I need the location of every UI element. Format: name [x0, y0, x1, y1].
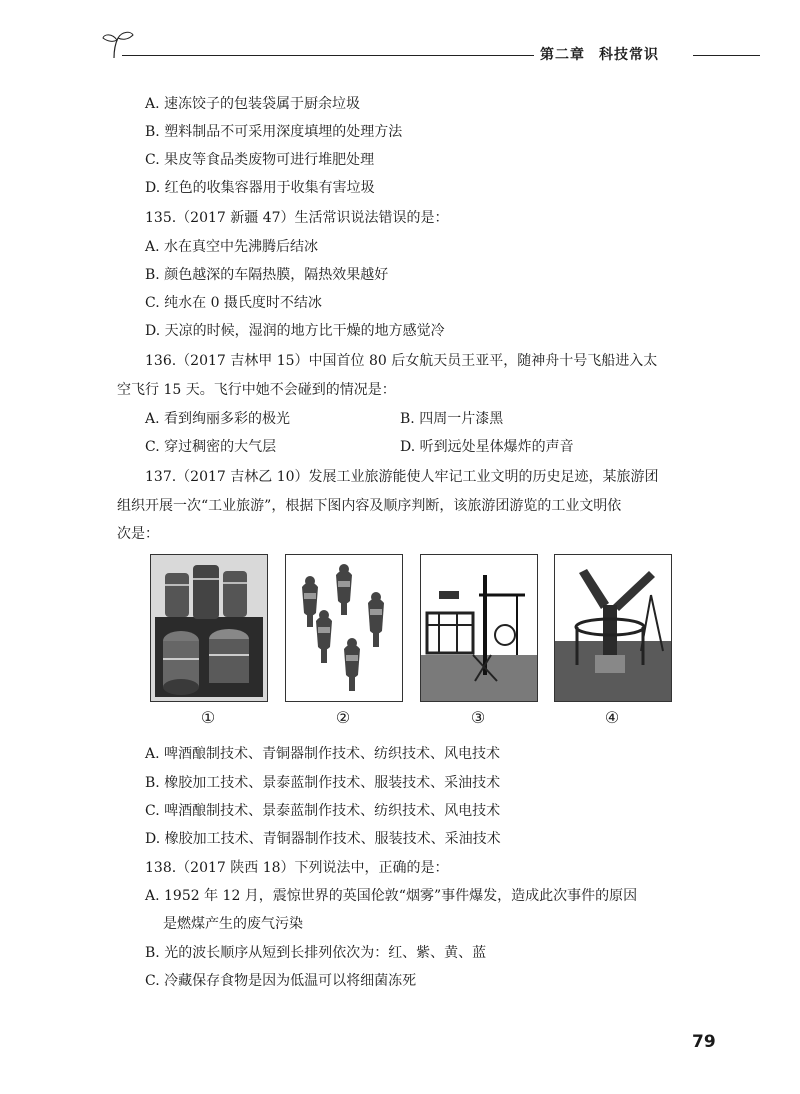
q134-option-a: A. 速冻饺子的包装袋属于厨余垃圾	[145, 96, 361, 112]
figure-4-label: ④	[604, 708, 620, 727]
q137-option-b: B. 橡胶加工技术、景泰蓝制作技术、服装技术、采油技术	[145, 775, 501, 791]
figure-2-label: ②	[335, 708, 351, 727]
q138-option-a-continued: 是燃煤产生的废气污染	[163, 916, 303, 932]
q135-option-d: D. 天凉的时候，湿润的地方比干燥的地方感觉冷	[145, 323, 445, 339]
q136-stem-line-1: 136.（2017 吉林甲 15）中国首位 80 后女航天员王亚平，随神舟十号飞船进入太	[145, 353, 658, 369]
q136-stem-line-2: 空飞行 15 天。飞行中她不会碰到的情况是：	[117, 382, 396, 398]
q136-option-a: A. 看到绚丽多彩的极光	[145, 411, 291, 427]
figure-3-label: ③	[470, 708, 486, 727]
q137-option-d: D. 橡胶加工技术、青铜器制作技术、服装技术、采油技术	[145, 831, 501, 847]
chapter-number: 第二章	[540, 47, 585, 63]
q136-option-b: B. 四周一片漆黑	[400, 411, 504, 427]
q134-option-b: B. 塑料制品不可采用深度填埋的处理方法	[145, 124, 403, 140]
figure-1-label: ①	[200, 708, 216, 727]
q135-option-c: C. 纯水在 0 摄氏度时不结冰	[145, 295, 322, 311]
q136-option-d: D. 听到远处星体爆炸的声音	[400, 439, 574, 455]
q134-option-d: D. 红色的收集容器用于收集有害垃圾	[145, 180, 375, 196]
q137-option-a: A. 啤酒酿制技术、青铜器制作技术、纺织技术、风电技术	[145, 746, 501, 762]
q136-option-c: C. 穿过稠密的大气层	[145, 439, 277, 455]
q135-stem: 135.（2017 新疆 47）生活常识说法错误的是：	[145, 210, 449, 226]
q135-option-b: B. 颜色越深的车隔热膜，隔热效果越好	[145, 267, 389, 283]
figure-3-image	[420, 554, 538, 702]
q137-stem-line-2: 组织开展一次“工业旅游”，根据下图内容及顺序判断，该旅游团游览的工业文明依	[117, 498, 622, 514]
chapter-title: 科技常识	[599, 47, 659, 63]
figure-1-image	[150, 554, 268, 702]
page-number: 79	[692, 1032, 716, 1052]
header-rule	[122, 55, 534, 56]
figure-4-image	[554, 554, 672, 702]
q137-stem-line-1: 137.（2017 吉林乙 10）发展工业旅游能使人牢记工业文明的历史足迹，某旅游团	[145, 469, 659, 485]
q135-option-a: A. 水在真空中先沸腾后结冰	[145, 239, 319, 255]
q138-option-a: A. 1952 年 12 月，震惊世界的英国伦敦“烟雾”事件爆发，造成此次事件的原因	[145, 888, 638, 904]
q137-stem-line-3: 次是：	[117, 526, 159, 542]
chapter-heading	[540, 44, 659, 64]
q134-option-c: C. 果皮等食品类废物可进行堆肥处理	[145, 152, 375, 168]
q138-stem: 138.（2017 陕西 18）下列说法中，正确的是：	[145, 860, 449, 876]
q137-figures	[150, 554, 670, 734]
page-header	[100, 28, 760, 68]
q137-option-c: C. 啤酒酿制技术、景泰蓝制作技术、纺织技术、风电技术	[145, 803, 501, 819]
q138-option-b: B. 光的波长顺序从短到长排列依次为：红、紫、黄、蓝	[145, 945, 487, 961]
figure-2-image	[285, 554, 403, 702]
q138-option-c: C. 冷藏保存食物是因为低温可以将细菌冻死	[145, 973, 417, 989]
header-rule	[693, 55, 760, 56]
